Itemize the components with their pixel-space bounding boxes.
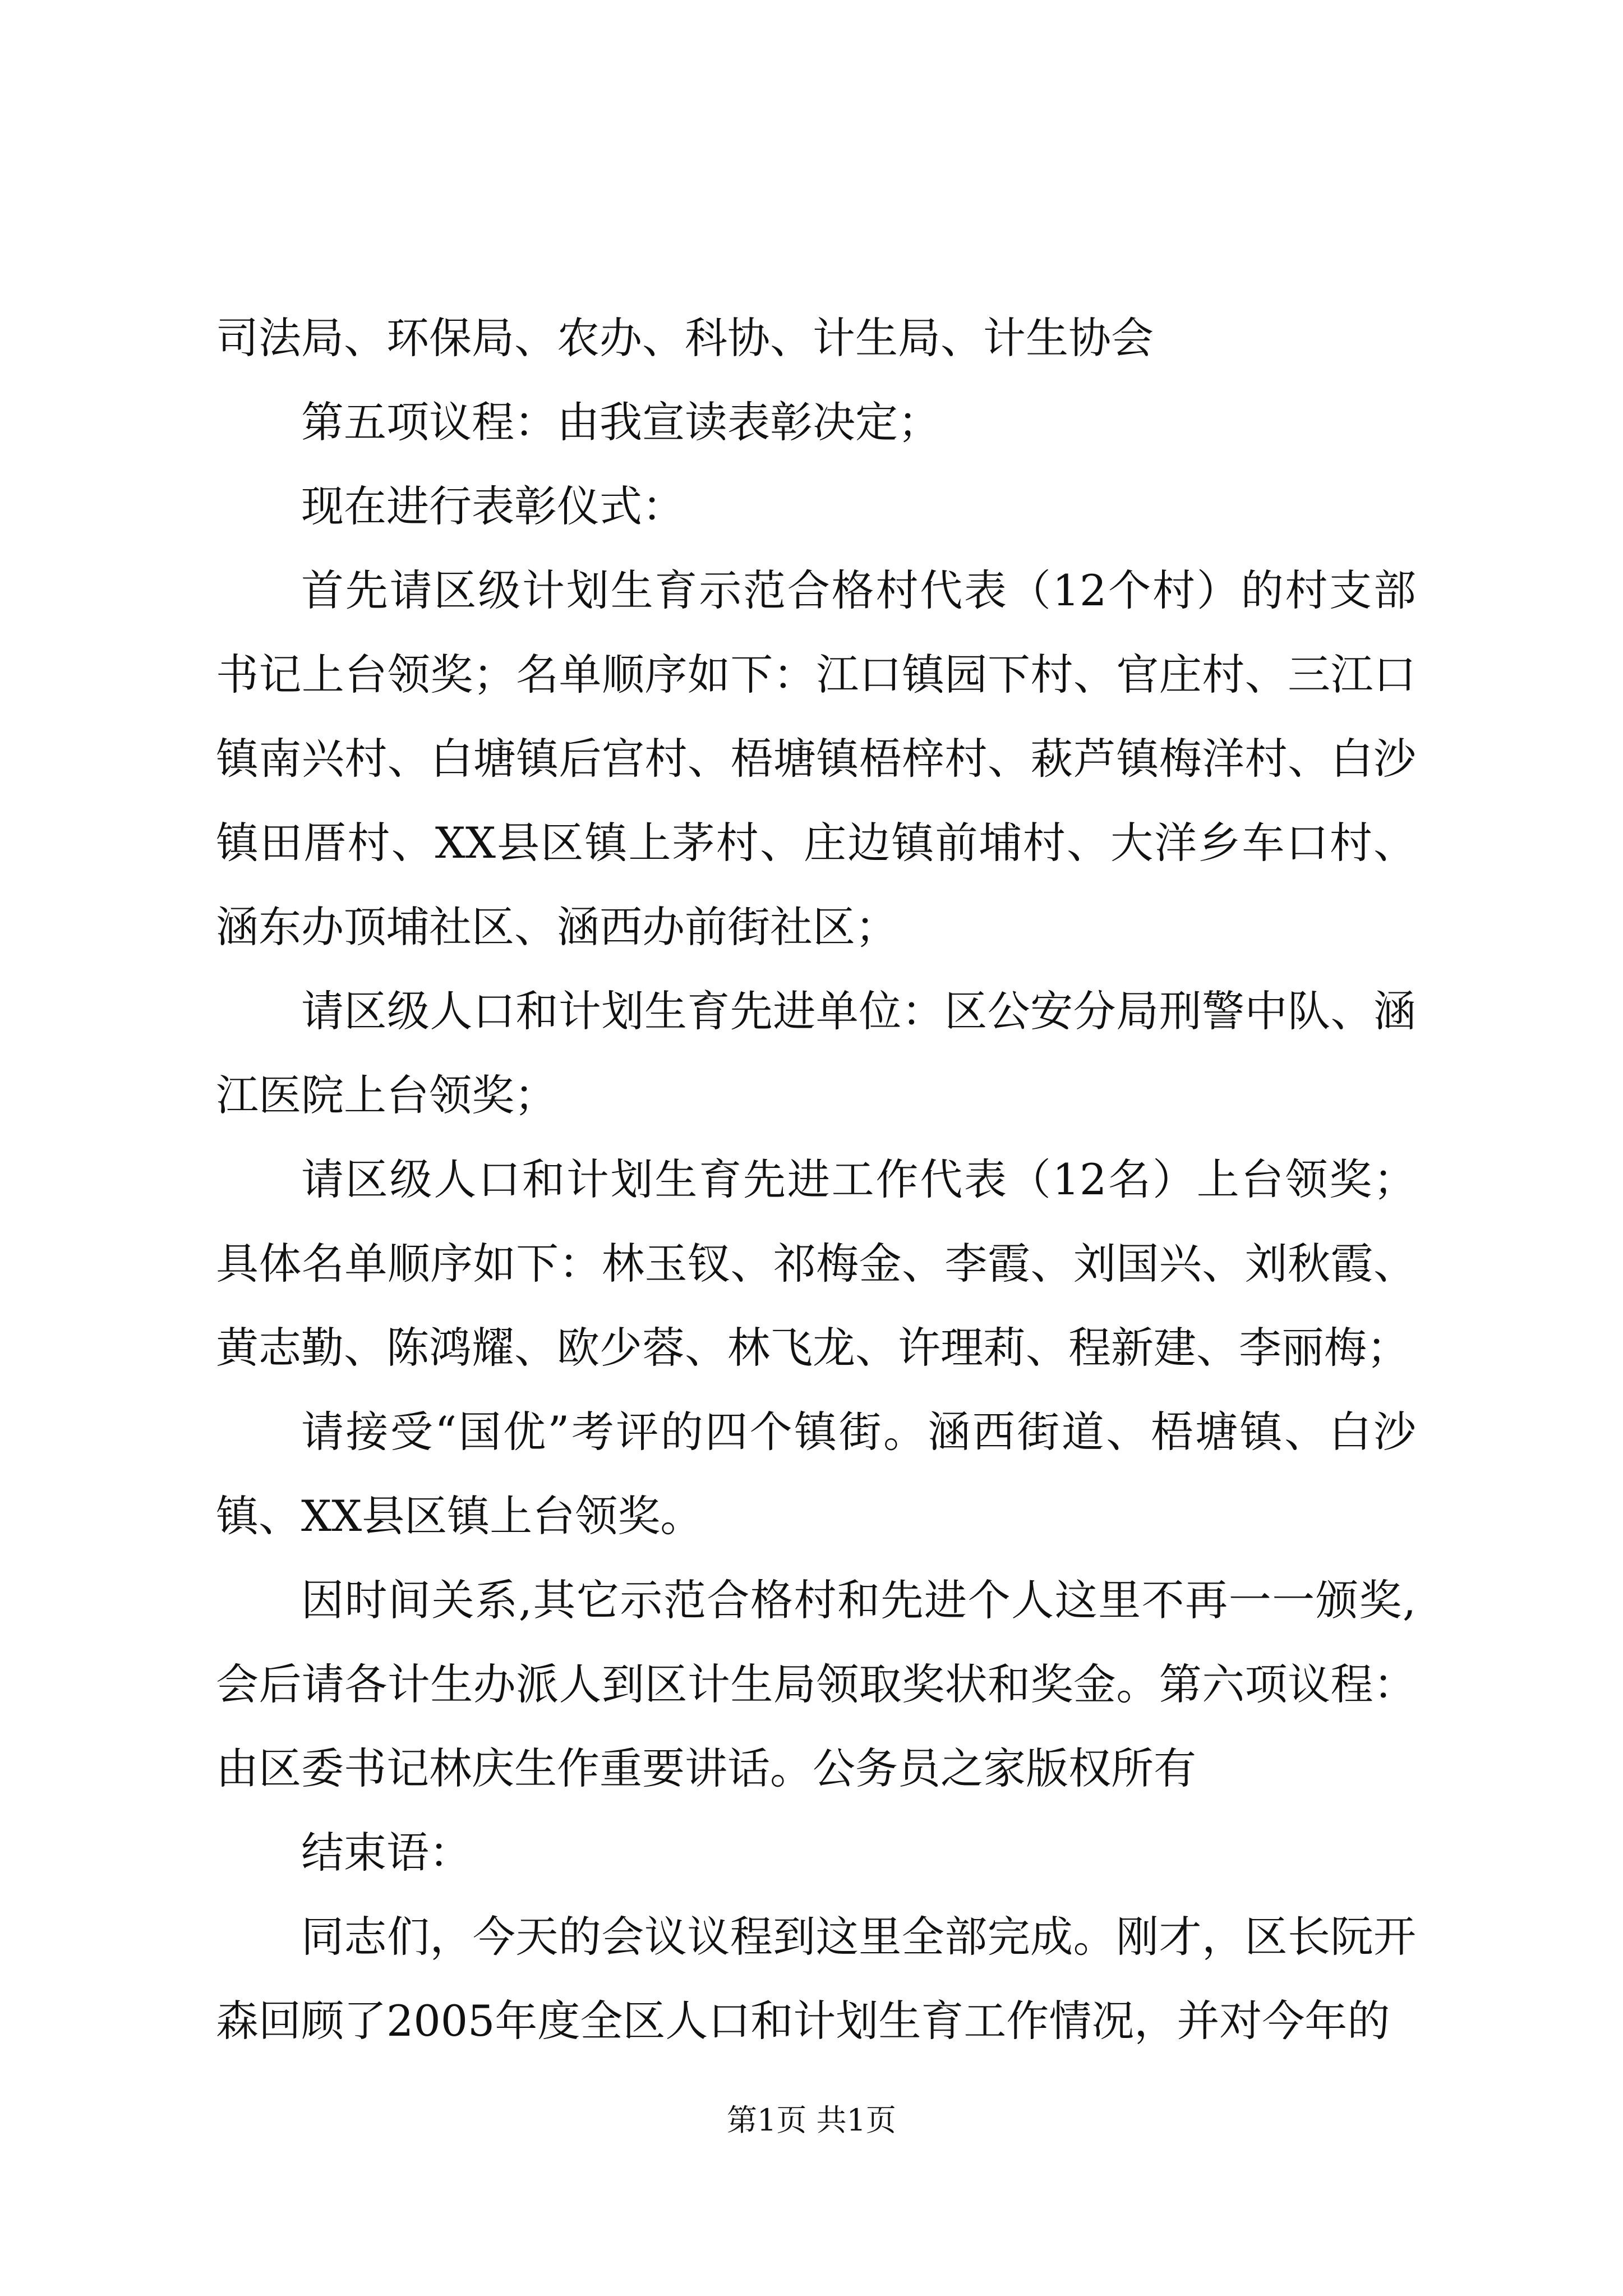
paragraph-agenda-item-6: 因时间关系,其它示范合格村和先进个人这里不再一一颁奖,会后请各计生办派人到区计生局领取奖状和奖金。第六项议程：由区委书记林庆生作重要讲话。公务员之家版权所有: [216, 1575, 1416, 1793]
document-body: [216, 296, 1416, 2063]
paragraph-agenda-item-5: 第五项议程：由我宣读表彰决定；: [301, 397, 940, 447]
page-footer: 第1页 共1页: [727, 2102, 896, 2138]
paragraph-advanced-units: 请区级人口和计划生育先进单位：区公安分局刑警中队、涵江医院上台领奖；: [216, 986, 1416, 1120]
paragraph-ceremony-start: 现在进行表彰仪式：: [301, 481, 685, 531]
paragraph-model-villages: 首先请区级计划生育示范合格村代表（12个村）的村支部书记上台领奖；名单顺序如下：江口镇园下村、官庄村、三江口镇南兴村、白塘镇后宫村、梧塘镇梧梓村、萩芦镇梅洋村、白沙镇田厝村、XX县区镇上茅村、庄边镇前埔村、大洋乡车口村、涵东办顶埔社区、涵西办前街社区；: [216, 565, 1416, 952]
paragraph-evaluated-towns: 请接受“国优”考评的四个镇街。涵西街道、梧塘镇、白沙镇、XX县区镇上台领奖。: [216, 1407, 1416, 1541]
paragraph-advanced-workers: 请区级人口和计划生育先进工作代表（12名）上台领奖；具体名单顺序如下：林玉钗、祁梅金、李霞、刘国兴、刘秋霞、黄志勤、陈鸿耀、欧少蓉、林飞龙、许理莉、程新建、李丽梅；: [216, 1154, 1416, 1373]
paragraph-closing-remarks: 同志们，今天的会议议程到这里全部完成。刚才，区长阮开森回顾了2005年度全区人口和计划生育工作情况，并对今年的: [216, 1912, 1416, 2046]
paragraph-closing-heading: 结束语：: [301, 1828, 472, 1878]
paragraph-agency-list: 司法局、环保局、农办、科协、计生局、计生协会: [216, 313, 1154, 363]
